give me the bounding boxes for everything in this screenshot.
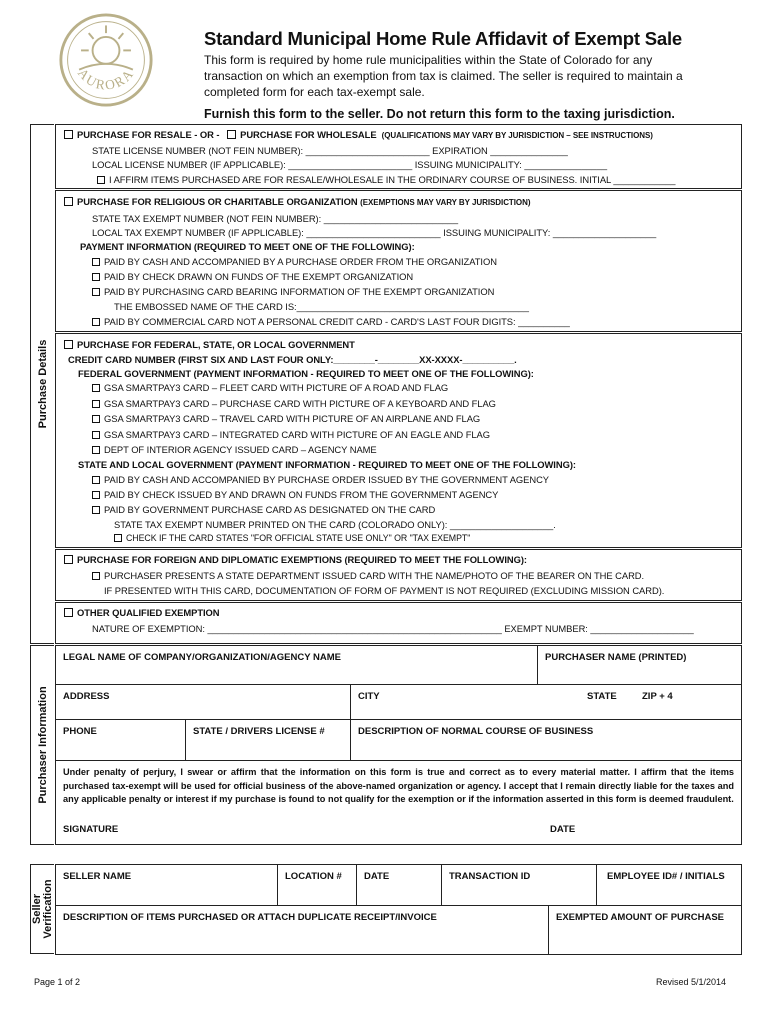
dept-interior-option: DEPT OF INTERIOR AGENCY ISSUED CARD – AGENCY NAME — [92, 444, 377, 455]
exempted-amount-cell[interactable]: EXEMPTED AMOUNT OF PURCHASE — [548, 905, 742, 955]
furnish-instruction: Furnish this form to the seller. Do not return this form to the taxing jurisdiction. — [204, 107, 675, 121]
gov-purchase-card-option: PAID BY GOVERNMENT PURCHASE CARD AS DESIGNATED ON THE CARD — [92, 504, 435, 515]
other-checkbox[interactable] — [64, 608, 73, 617]
seller-date-cell[interactable]: DATE — [356, 864, 442, 906]
government-checkbox[interactable] — [64, 340, 73, 349]
federal-government-heading: FEDERAL GOVERNMENT (PAYMENT INFORMATION - REQUIRED TO MEET ONE OF THE FOLLOWING): — [78, 368, 534, 379]
seller-name-cell[interactable]: SELLER NAME — [55, 864, 278, 906]
seller-verification-label: Seller Verification — [30, 864, 54, 954]
resale-line-1: PURCHASE FOR RESALE - OR - PURCHASE FOR WHOLESALE (QUALIFICATIONS MAY VARY BY JURISDICTION – SEE INSTRUCTIONS) — [64, 129, 653, 140]
checkbox[interactable] — [92, 415, 100, 423]
aurora-logo — [58, 12, 154, 108]
phone-cell[interactable]: PHONE — [55, 719, 186, 761]
purchase-details-label: Purchase Details — [30, 124, 54, 644]
signature-label[interactable]: SIGNATURE — [63, 824, 119, 835]
foreign-line-1: PURCHASE FOR FOREIGN AND DIPLOMATIC EXEMPTIONS (REQUIRED TO MEET THE FOLLOWING): — [64, 554, 527, 565]
city-state-zip-cell[interactable] — [350, 684, 742, 720]
legal-name-cell[interactable]: LEGAL NAME OF COMPANY/ORGANIZATION/AGENCY NAME — [55, 645, 538, 685]
religious-option-purchasing-card: PAID BY PURCHASING CARD BEARING INFORMATION OF THE EXEMPT ORGANIZATION — [92, 286, 494, 297]
affirm-checkbox[interactable] — [97, 176, 105, 184]
resale-affirm-line: I AFFIRM ITEMS PURCHASED ARE FOR RESALE/WHOLESALE IN THE ORDINARY COURSE OF BUSINESS. INITIAL ____________ — [97, 174, 675, 185]
date-label[interactable]: DATE — [550, 824, 576, 835]
page-number: Page 1 of 2 — [34, 977, 81, 987]
penalty-statement: Under penalty of perjury, I swear or affirm that the information on this form is true and correct as to every material matter. I affirm that the items purchased tax-exempt will be used for official business of the above-named organization or agency. I accept that I remain directly liable for the taxes and any applicable penalty or interest if my purchase is found to not qualify for the exemption or if the information asserted in this form is deemed fraudulent. — [63, 767, 734, 804]
checkbox[interactable] — [92, 258, 100, 266]
credit-card-number-field[interactable]: CREDIT CARD NUMBER (FIRST SIX AND LAST FOUR ONLY:________-________XX-XXXX-__________. — [68, 354, 517, 365]
state-license-field[interactable]: STATE LICENSE NUMBER (NOT FEIN NUMBER): ________________________ EXPIRATION _______________ — [92, 145, 568, 156]
checkbox[interactable] — [92, 506, 100, 514]
checkbox[interactable] — [92, 288, 100, 296]
religious-option-cash: PAID BY CASH AND ACCOMPANIED BY A PURCHASE ORDER FROM THE ORGANIZATION — [92, 256, 497, 267]
gsa-purchase-option: GSA SMARTPAY3 CARD – PURCHASE CARD WITH PICTURE OF A KEYBOARD AND FLAG — [92, 398, 496, 409]
purchaser-information-label: Purchaser Information — [30, 645, 54, 845]
foreign-checkbox[interactable] — [64, 555, 73, 564]
local-tax-exempt-field[interactable]: LOCAL TAX EXEMPT NUMBER (IF APPLICABLE): __________________________ ISSUING MUNICIPALITY: ____________________ — [92, 227, 657, 238]
state-label: STATE — [587, 691, 617, 702]
city-label: CITY — [358, 691, 380, 702]
gsa-travel-option: GSA SMARTPAY3 CARD – TRAVEL CARD WITH PICTURE OF AN AIRPLANE AND FLAG — [92, 413, 480, 424]
other-line-1: OTHER QUALIFIED EXEMPTION — [64, 607, 220, 618]
checkbox[interactable] — [92, 491, 100, 499]
local-license-field[interactable]: LOCAL LICENSE NUMBER (IF APPLICABLE): ________________________ ISSUING MUNICIPALITY: ________________ — [92, 159, 608, 170]
official-use-option: CHECK IF THE CARD STATES "FOR OFFICIAL STATE USE ONLY" OR "TAX EXEMPT" — [114, 533, 470, 543]
state-local-government-heading: STATE AND LOCAL GOVERNMENT (PAYMENT INFORMATION - REQUIRED TO MEET ONE OF THE FOLLOWING): — [78, 459, 576, 470]
logo-text: AURORA — [74, 65, 138, 93]
state-license-cell[interactable]: STATE / DRIVERS LICENSE # — [185, 719, 351, 761]
foreign-option: PURCHASER PRESENTS A STATE DEPARTMENT ISSUED CARD WITH THE NAME/PHOTO OF THE BEARER ON THE CARD. — [92, 570, 644, 581]
embossed-name-field[interactable]: THE EMBOSSED NAME OF THE CARD IS:_____________________________________________ — [114, 301, 529, 312]
checkbox[interactable] — [92, 476, 100, 484]
state-tax-exempt-card-field[interactable]: STATE TAX EXEMPT NUMBER PRINTED ON THE CARD (COLORADO ONLY): ____________________. — [114, 519, 556, 530]
religious-payment-heading: PAYMENT INFORMATION (REQUIRED TO MEET ONE OF THE FOLLOWING): — [80, 241, 415, 252]
checkbox[interactable] — [92, 318, 100, 326]
resale-checkbox[interactable] — [64, 130, 73, 139]
government-line-1: PURCHASE FOR FEDERAL, STATE, OR LOCAL GOVERNMENT — [64, 339, 355, 350]
nature-of-exemption-field[interactable]: NATURE OF EXEMPTION: _________________________________________________________ EXEMPT NUMBER: ____________________ — [92, 623, 694, 634]
purchaser-name-cell[interactable]: PURCHASER NAME (PRINTED) — [537, 645, 742, 685]
transaction-id-cell[interactable]: TRANSACTION ID — [441, 864, 597, 906]
checkbox[interactable] — [92, 446, 100, 454]
location-cell[interactable]: LOCATION # — [277, 864, 357, 906]
government-section — [55, 333, 742, 548]
address-cell[interactable]: ADDRESS — [55, 684, 351, 720]
checkbox[interactable] — [92, 384, 100, 392]
form-description: This form is required by home rule municipalities within the State of Colorado for any transaction on which an exemption from tax is claimed. The seller is required to maintain a completed form for each tax-exempt sale. — [204, 53, 683, 99]
religious-option-commercial-card: PAID BY COMMERCIAL CARD NOT A PERSONAL CREDIT CARD - CARD'S LAST FOUR DIGITS: __________ — [92, 316, 570, 327]
religious-line-1: PURCHASE FOR RELIGIOUS OR CHARITABLE ORGANIZATION (EXEMPTIONS MAY VARY BY JURISDICTION) — [64, 196, 530, 207]
revision-date: Revised 5/1/2014 — [656, 977, 727, 987]
checkbox[interactable] — [92, 273, 100, 281]
items-description-cell[interactable]: DESCRIPTION OF ITEMS PURCHASED OR ATTACH DUPLICATE RECEIPT/INVOICE — [55, 905, 549, 955]
religious-option-check: PAID BY CHECK DRAWN ON FUNDS OF THE EXEMPT ORGANIZATION — [92, 271, 413, 282]
employee-id-cell[interactable]: EMPLOYEE ID# / INITIALS — [596, 864, 742, 906]
gsa-fleet-option: GSA SMARTPAY3 CARD – FLEET CARD WITH PICTURE OF A ROAD AND FLAG — [92, 382, 448, 393]
gsa-integrated-option: GSA SMARTPAY3 CARD – INTEGRATED CARD WITH PICTURE OF AN EAGLE AND FLAG — [92, 429, 490, 440]
zip-label: ZIP + 4 — [642, 691, 673, 702]
checkbox[interactable] — [114, 534, 122, 542]
foreign-note: IF PRESENTED WITH THIS CARD, DOCUMENTATION OF FORM OF PAYMENT IS NOT REQUIRED (EXCLUDING MISSION CARD). — [104, 585, 665, 596]
form-title: Standard Municipal Home Rule Affidavit of Exempt Sale — [204, 28, 683, 49]
checkbox[interactable] — [92, 572, 100, 580]
description-business-cell[interactable]: DESCRIPTION OF NORMAL COURSE OF BUSINESS — [350, 719, 742, 761]
checkbox[interactable] — [92, 431, 100, 439]
checkbox[interactable] — [92, 400, 100, 408]
gov-check-option: PAID BY CHECK ISSUED BY AND DRAWN ON FUNDS FROM THE GOVERNMENT AGENCY — [92, 489, 498, 500]
penalty-cell — [55, 760, 742, 845]
religious-checkbox[interactable] — [64, 197, 73, 206]
wholesale-checkbox[interactable] — [227, 130, 236, 139]
gov-cash-option: PAID BY CASH AND ACCOMPANIED BY PURCHASE ORDER ISSUED BY THE GOVERNMENT AGENCY — [92, 474, 549, 485]
state-tax-exempt-field[interactable]: STATE TAX EXEMPT NUMBER (NOT FEIN NUMBER): __________________________ — [92, 213, 458, 224]
